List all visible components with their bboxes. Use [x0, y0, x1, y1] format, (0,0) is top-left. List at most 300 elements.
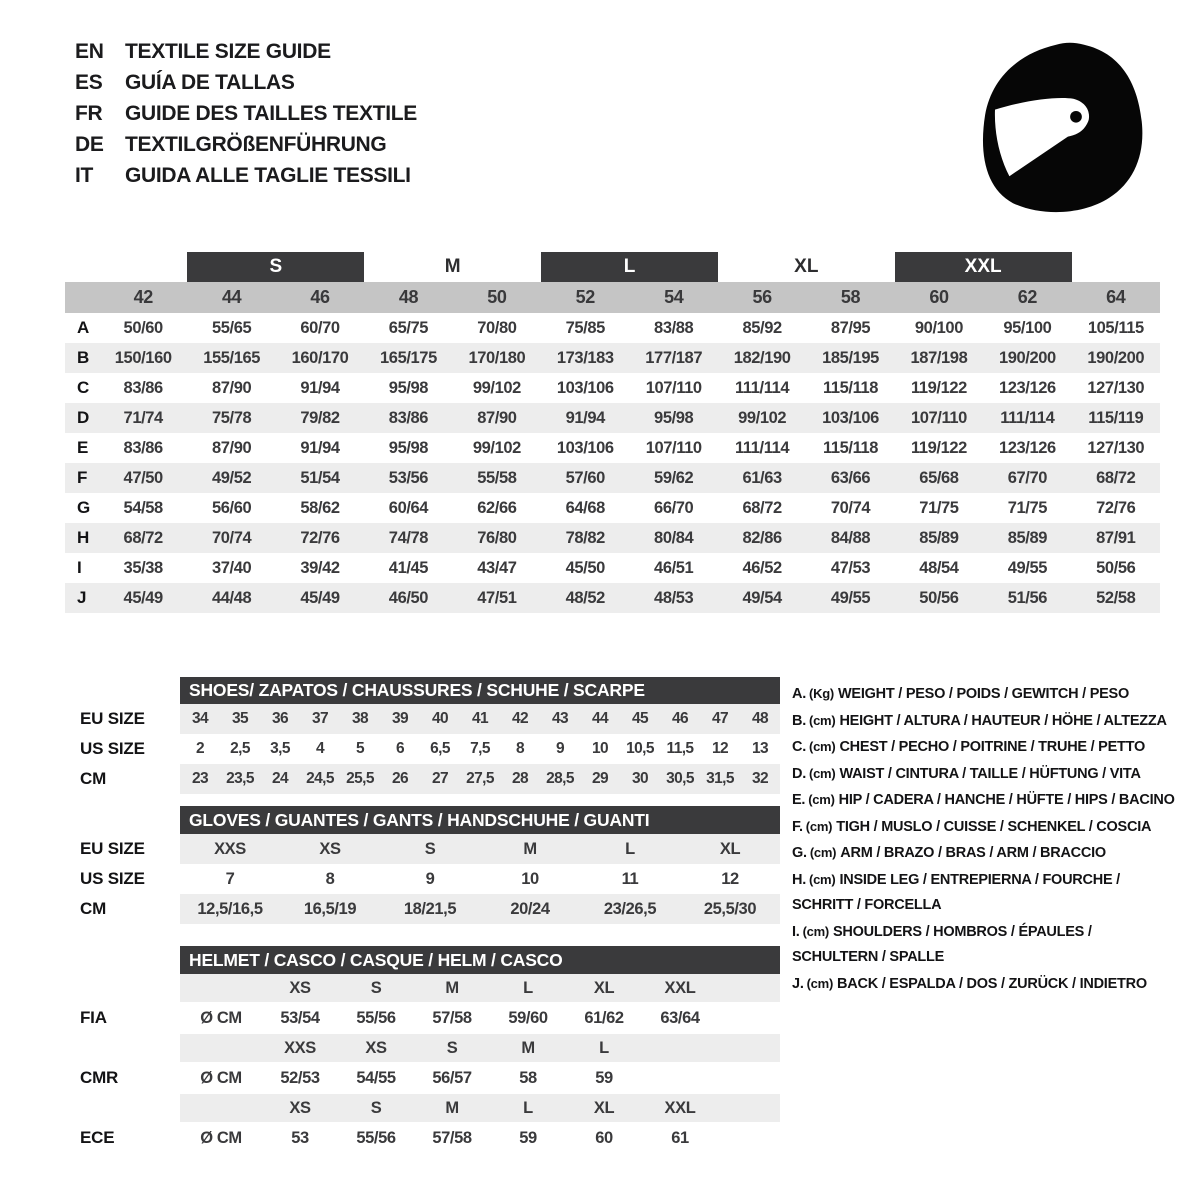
row-label: CM: [80, 769, 107, 788]
size-cell: L: [523, 979, 533, 997]
legend-key: I.: [792, 923, 800, 940]
measurement-row: [65, 463, 1160, 493]
legend-text: BACK / ESPALDA / DOS / ZURÜCK / INDIETRO: [837, 975, 1147, 992]
size-cell: XXS: [284, 1039, 316, 1057]
us-size-cell: 9: [425, 870, 435, 888]
value-cell: 111/114: [1000, 409, 1055, 427]
helmet-header-row: [65, 946, 780, 974]
value-cell: 57/58: [432, 1009, 472, 1027]
value-cell: 80/84: [654, 529, 694, 547]
legend-unit: (cm): [808, 792, 835, 807]
value-cell: 47/50: [123, 469, 163, 487]
value-cell: 75/78: [211, 409, 252, 427]
us-size-cell: 6,5: [430, 740, 450, 757]
legend-unit: (Kg): [809, 686, 834, 701]
legend-unit: (cm): [806, 975, 834, 991]
helmet-size-cells: [180, 974, 780, 1002]
eu-size-cell: 38: [351, 710, 369, 727]
helmet-values-row: [65, 1062, 780, 1094]
gloves-cm-cells: [180, 894, 780, 924]
value-cell: 173/183: [556, 349, 614, 367]
column-header-cell: 52: [575, 287, 595, 307]
value-cell: 48/53: [654, 589, 694, 607]
us-size-cell: 13: [751, 740, 769, 757]
shoes-header-row: [65, 677, 780, 704]
language-code: FR: [75, 101, 103, 125]
shoes-eu-row: [65, 704, 780, 734]
eu-size-cell: XL: [719, 840, 741, 858]
us-size-cell: 8: [325, 870, 335, 888]
value-cell: 127/130: [1087, 379, 1145, 397]
value-cell: 71/75: [1007, 499, 1048, 517]
legend-text: CHEST / PECHO / POITRINE / TRUHE / PETTO: [839, 739, 1145, 755]
value-cell: 54/55: [356, 1069, 396, 1087]
value-cell: 95/98: [654, 409, 694, 427]
value-cell: 44/48: [211, 589, 252, 607]
gloves-eu-row: [65, 834, 780, 864]
legend-unit: (cm): [809, 871, 836, 887]
measurement-row: [65, 433, 1160, 463]
language-title: GUÍA DE TALLAS: [125, 70, 295, 94]
us-size-cell: 11: [621, 870, 639, 888]
size-cell: XXL: [664, 1099, 696, 1117]
eu-size-cell: 37: [311, 710, 329, 727]
language-title: GUIDE DES TAILLES TEXTILE: [125, 101, 417, 125]
value-cell: 91/94: [300, 379, 340, 397]
measurement-row: [65, 523, 1160, 553]
legend-text: INSIDE LEG / ENTREPIERNA / FOURCHE / SCHRITT / FORCELLA: [792, 871, 1120, 913]
us-size-cell: 11,5: [666, 740, 694, 757]
value-cell: 62/66: [477, 499, 517, 517]
value-cell: 45/49: [300, 589, 340, 607]
value-cell: 111/114: [735, 439, 790, 457]
cm-size-cell: 23/26,5: [603, 900, 657, 918]
value-cell: 103/106: [822, 409, 879, 427]
language-row: [75, 160, 417, 191]
shoes-eu-cells: [180, 704, 780, 734]
value-cell: 58: [519, 1069, 537, 1087]
value-cell: 58/62: [300, 499, 340, 517]
us-size-cell: 8: [515, 740, 525, 757]
helmet-standard-block: [65, 1094, 780, 1154]
helmet-standard-block: [65, 1034, 780, 1094]
column-header-cell: 48: [398, 287, 419, 307]
size-cell: M: [445, 979, 459, 997]
value-cell: 59: [519, 1129, 537, 1147]
value-cell: 127/130: [1087, 439, 1145, 457]
cm-size-cell: 25,5: [346, 770, 374, 787]
value-cell: 55/56: [356, 1129, 396, 1147]
value-cell: 71/75: [919, 499, 959, 517]
value-cell: 83/86: [123, 379, 163, 397]
size-header-row: [65, 252, 1160, 282]
legend-text: WAIST / CINTURA / TAILLE / HÜFTUNG / VITA: [839, 765, 1141, 782]
eu-size-cell: 39: [391, 710, 409, 727]
size-cell: S: [370, 1099, 382, 1117]
us-size-cell: 2: [195, 740, 205, 757]
value-cell: 63/66: [830, 469, 871, 487]
value-cell: 48/52: [565, 589, 605, 607]
unit-cell: Ø CM: [200, 1129, 242, 1147]
shoes-cm-row: [65, 764, 780, 794]
eu-size-cell: 47: [711, 710, 729, 727]
value-cell: 76/80: [477, 529, 517, 547]
value-cell: 48/54: [919, 559, 959, 577]
legend-item: [792, 734, 1180, 761]
value-cell: 87/90: [211, 379, 252, 397]
value-cell: 59: [595, 1069, 613, 1087]
shoes-us-row: [65, 734, 780, 764]
legend-key: G.: [792, 845, 807, 861]
value-cell: 85/89: [1007, 529, 1048, 547]
us-size-cell: 7,5: [470, 740, 490, 757]
row-label: F: [77, 468, 87, 487]
value-cell: 45/50: [565, 559, 605, 577]
spacer: [65, 946, 180, 974]
legend-item: [792, 761, 1180, 788]
eu-size-cell: XXS: [214, 840, 246, 858]
row-label: D: [77, 408, 89, 427]
us-size-cell: 4: [315, 740, 325, 757]
language-code: ES: [75, 70, 103, 94]
helmet-value-cells: [180, 1122, 780, 1154]
value-cell: 160/170: [291, 349, 349, 367]
size-cell: XL: [593, 979, 615, 997]
language-title: GUIDA ALLE TAGLIE TESSILI: [125, 163, 411, 187]
value-cell: 55/58: [477, 469, 517, 487]
value-cell: 119/122: [910, 439, 967, 457]
value-cell: 61/63: [742, 469, 782, 487]
eu-size-cell: M: [523, 840, 537, 858]
value-cell: 111/114: [735, 379, 790, 397]
shoes-cm-cells: [180, 764, 780, 794]
helmet-size-cells: [180, 1034, 780, 1062]
us-size-cell: 10: [521, 870, 539, 888]
value-cell: 50/56: [1096, 559, 1136, 577]
value-cell: 55/65: [211, 319, 252, 337]
gloves-cm-row: [65, 894, 780, 924]
value-cell: 47/53: [830, 559, 871, 577]
cm-size-cell: 27: [431, 770, 449, 787]
corner-cell: [65, 282, 99, 313]
cm-size-cell: 29: [591, 770, 609, 787]
value-cell: 49/55: [830, 589, 871, 607]
size-xxl-header: XXL: [895, 252, 1072, 282]
column-header-cell: 50: [487, 287, 507, 307]
legend-key: F.: [792, 818, 803, 835]
value-cell: 35/38: [123, 559, 163, 577]
value-cell: 57/60: [565, 469, 605, 487]
value-cell: 47/51: [477, 589, 517, 607]
value-cell: 37/40: [211, 559, 252, 577]
value-cell: 68/72: [123, 529, 163, 547]
value-cell: 51/56: [1007, 589, 1048, 607]
column-header-cell: 46: [310, 287, 330, 307]
size-cell: S: [446, 1039, 458, 1057]
column-header-cell: 54: [664, 287, 684, 307]
spacer: [65, 806, 180, 834]
legend-item: [792, 681, 1180, 708]
value-cell: 55/56: [356, 1009, 396, 1027]
value-cell: 107/110: [645, 379, 702, 397]
language-row: [75, 67, 417, 98]
measurement-row: [65, 373, 1160, 403]
shoes-size-table: [65, 677, 780, 794]
value-cell: 72/76: [300, 529, 340, 547]
value-cell: 61/62: [584, 1009, 624, 1027]
column-header-row: [65, 282, 1160, 313]
standard-label: ECE: [80, 1128, 115, 1147]
unit-cell: Ø CM: [200, 1009, 242, 1027]
row-label: I: [77, 558, 82, 577]
size-cell: XXL: [664, 979, 696, 997]
spacer: [65, 1034, 180, 1062]
value-cell: 78/82: [565, 529, 605, 547]
legend-unit: (cm): [809, 765, 836, 781]
legend-text: HEIGHT / ALTURA / HAUTEUR / HÖHE / ALTEZZA: [839, 712, 1167, 729]
eu-size-cell: 46: [671, 710, 689, 727]
legend-key: B.: [792, 712, 806, 729]
eu-size-cell: 42: [511, 710, 529, 727]
row-label: C: [77, 378, 89, 397]
value-cell: 84/88: [830, 529, 871, 547]
column-header-cell: 64: [1106, 287, 1126, 307]
unit-spacer: [180, 974, 262, 1002]
eu-size-cell: 34: [191, 710, 209, 727]
cm-size-cell: 28,5: [546, 770, 574, 787]
gloves-us-cells: [180, 864, 780, 894]
value-cell: 95/100: [1003, 319, 1052, 337]
measurement-row: [65, 583, 1160, 613]
eu-size-cell: 41: [471, 710, 489, 727]
eu-size-cell: 35: [231, 710, 249, 727]
value-cell: 150/160: [114, 349, 172, 367]
value-cell: 41/45: [388, 559, 429, 577]
eu-size-cell: 45: [631, 710, 649, 727]
value-cell: 49/52: [211, 469, 252, 487]
size-cell: L: [599, 1039, 609, 1057]
cm-size-cell: 26: [391, 770, 409, 787]
legend-item: [792, 919, 1180, 971]
eu-size-cell: S: [424, 840, 436, 858]
value-cell: 123/126: [998, 439, 1056, 457]
value-cell: 53/54: [280, 1009, 320, 1027]
legend-key: D.: [792, 765, 806, 782]
value-cell: 64/68: [565, 499, 605, 517]
cm-size-cell: 32: [751, 770, 769, 787]
size-cell: S: [370, 979, 382, 997]
value-cell: 170/180: [468, 349, 526, 367]
value-cell: 67/70: [1007, 469, 1048, 487]
language-row: [75, 36, 417, 67]
size-cell: M: [445, 1099, 459, 1117]
value-cell: 185/195: [822, 349, 879, 367]
value-cell: 90/100: [914, 319, 963, 337]
value-cell: 187/198: [910, 349, 968, 367]
column-header-cell: 58: [840, 287, 861, 307]
value-cell: 87/91: [1096, 529, 1136, 547]
size-table-body: [65, 313, 1160, 613]
value-cell: 56/60: [211, 499, 252, 517]
language-title-list: [75, 36, 417, 191]
value-cell: 99/102: [472, 379, 521, 397]
value-cell: 95/98: [388, 379, 429, 397]
value-cell: 83/88: [654, 319, 694, 337]
value-cell: 46/52: [742, 559, 782, 577]
column-header-cell: 60: [929, 287, 949, 307]
row-label: EU SIZE: [80, 709, 145, 728]
measurement-row: [65, 403, 1160, 433]
column-header-cell: 42: [133, 287, 153, 307]
value-cell: 53: [291, 1129, 309, 1147]
cm-size-cell: 16,5/19: [303, 900, 357, 918]
language-code: DE: [75, 132, 104, 156]
us-size-cell: 12: [721, 870, 739, 888]
gloves-size-table: [65, 806, 780, 924]
value-cell: 50/60: [123, 319, 163, 337]
legend-key: A.: [792, 686, 806, 702]
value-cell: 52/58: [1096, 589, 1136, 607]
legend-item: [792, 867, 1180, 919]
value-cell: 60: [595, 1129, 613, 1147]
legend-key: H.: [792, 871, 806, 888]
standard-label: CMR: [80, 1068, 119, 1087]
us-size-cell: 5: [355, 740, 365, 757]
value-cell: 85/89: [919, 529, 959, 547]
helmet-value-cells: [180, 1062, 780, 1094]
eu-size-cell: 44: [591, 710, 609, 727]
eu-size-cell: XS: [319, 840, 341, 858]
size-cell: XL: [593, 1099, 615, 1117]
measurement-legend: [792, 681, 1180, 997]
us-size-cell: 12: [711, 740, 729, 757]
value-cell: 74/78: [388, 529, 429, 547]
value-cell: 103/106: [556, 439, 614, 457]
us-size-cell: 3,5: [270, 740, 290, 757]
value-cell: 115/118: [823, 379, 879, 397]
language-code: IT: [75, 163, 94, 187]
helmet-title-bar: HELMET / CASCO / CASQUE / HELM / CASCO: [180, 946, 780, 974]
size-cell: XS: [289, 979, 311, 997]
helmet-values-row: [65, 1002, 780, 1034]
unit-spacer: [180, 1094, 262, 1122]
cm-size-cell: 12,5/16,5: [197, 900, 263, 918]
value-cell: 70/74: [211, 529, 252, 547]
textile-size-table: [65, 252, 1160, 613]
size-l-header: L: [541, 252, 718, 282]
value-cell: 60/64: [388, 499, 429, 517]
value-cell: 190/200: [1087, 349, 1145, 367]
value-cell: 65/68: [919, 469, 959, 487]
row-label: B: [77, 348, 89, 367]
cm-size-cell: 30,5: [666, 770, 694, 787]
value-cell: 83/86: [123, 439, 163, 457]
legend-unit: (cm): [809, 739, 836, 754]
us-size-cell: 7: [225, 870, 235, 888]
standard-label: FIA: [80, 1008, 107, 1027]
column-header-cell: 44: [222, 287, 242, 307]
value-cell: 182/190: [733, 349, 791, 367]
spacer: [65, 677, 180, 704]
value-cell: 87/90: [477, 409, 517, 427]
value-cell: 103/106: [556, 379, 614, 397]
measurement-row: [65, 553, 1160, 583]
value-cell: 123/126: [998, 379, 1056, 397]
helmet-sizes-row: [65, 1034, 780, 1062]
value-cell: 87/95: [830, 319, 871, 337]
value-cell: 165/175: [380, 349, 437, 367]
value-cell: 85/92: [742, 319, 782, 337]
eu-size-cell: 48: [751, 710, 769, 727]
value-cell: 190/200: [998, 349, 1056, 367]
measurement-row: [65, 343, 1160, 373]
measurement-row: [65, 313, 1160, 343]
row-label: US SIZE: [80, 739, 145, 758]
size-cell: L: [523, 1099, 533, 1117]
cm-size-cell: 18/21,5: [403, 900, 457, 918]
value-cell: 79/82: [300, 409, 340, 427]
legend-unit: (cm): [809, 845, 837, 860]
legend-item: [792, 787, 1180, 814]
cm-size-cell: 30: [631, 770, 649, 787]
value-cell: 59/60: [508, 1009, 548, 1027]
value-cell: 87/90: [211, 439, 252, 457]
size-cell: M: [521, 1039, 535, 1057]
cm-size-cell: 23,5: [226, 770, 254, 787]
unit-cell: Ø CM: [200, 1069, 242, 1087]
value-cell: 91/94: [300, 439, 340, 457]
us-size-cell: 6: [395, 740, 405, 757]
legend-text: SHOULDERS / HOMBROS / ÉPAULES / SCHULTERN / SPALLE: [792, 923, 1092, 965]
language-code: EN: [75, 39, 104, 63]
us-size-cell: 2,5: [230, 740, 250, 757]
value-cell: 63/64: [660, 1009, 700, 1027]
helmet-values-row: [65, 1122, 780, 1154]
value-cell: 75/85: [565, 319, 605, 337]
value-cell: 70/74: [830, 499, 871, 517]
helmet-standards: [65, 974, 780, 1154]
helmet-sizes-row: [65, 1094, 780, 1122]
value-cell: 95/98: [388, 439, 429, 457]
row-label: H: [77, 528, 89, 547]
value-cell: 155/165: [203, 349, 261, 367]
legend-unit: (cm): [802, 923, 830, 939]
value-cell: 60/70: [300, 319, 340, 337]
value-cell: 59/62: [654, 469, 694, 487]
value-cell: 50/56: [919, 589, 959, 607]
value-cell: 66/70: [654, 499, 694, 517]
helmet-sizes-row: [65, 974, 780, 1002]
row-label: EU SIZE: [80, 839, 145, 858]
gloves-us-row: [65, 864, 780, 894]
legend-text: ARM / BRAZO / BRAS / ARM / BRACCIO: [840, 845, 1106, 861]
racing-helmet-icon: [968, 28, 1148, 220]
legend-text: TIGH / MUSLO / CUISSE / SCHENKEL / COSCIA: [836, 818, 1152, 835]
value-cell: 46/50: [388, 589, 429, 607]
value-cell: 46/51: [654, 559, 694, 577]
language-title: TEXTILGRÖßENFÜHRUNG: [125, 132, 387, 156]
legend-text: HIP / CADERA / HANCHE / HÜFTE / HIPS / BACINO: [838, 792, 1175, 808]
legend-unit: (cm): [805, 818, 833, 834]
value-cell: 53/56: [388, 469, 429, 487]
gloves-title-bar: GLOVES / GUANTES / GANTS / HANDSCHUHE / GUANTI: [180, 806, 780, 834]
value-cell: 68/72: [742, 499, 782, 517]
value-cell: 71/74: [123, 409, 163, 427]
value-cell: 57/58: [432, 1129, 472, 1147]
row-label: E: [77, 438, 88, 457]
legend-item: [792, 971, 1180, 998]
language-title: TEXTILE SIZE GUIDE: [125, 39, 331, 63]
